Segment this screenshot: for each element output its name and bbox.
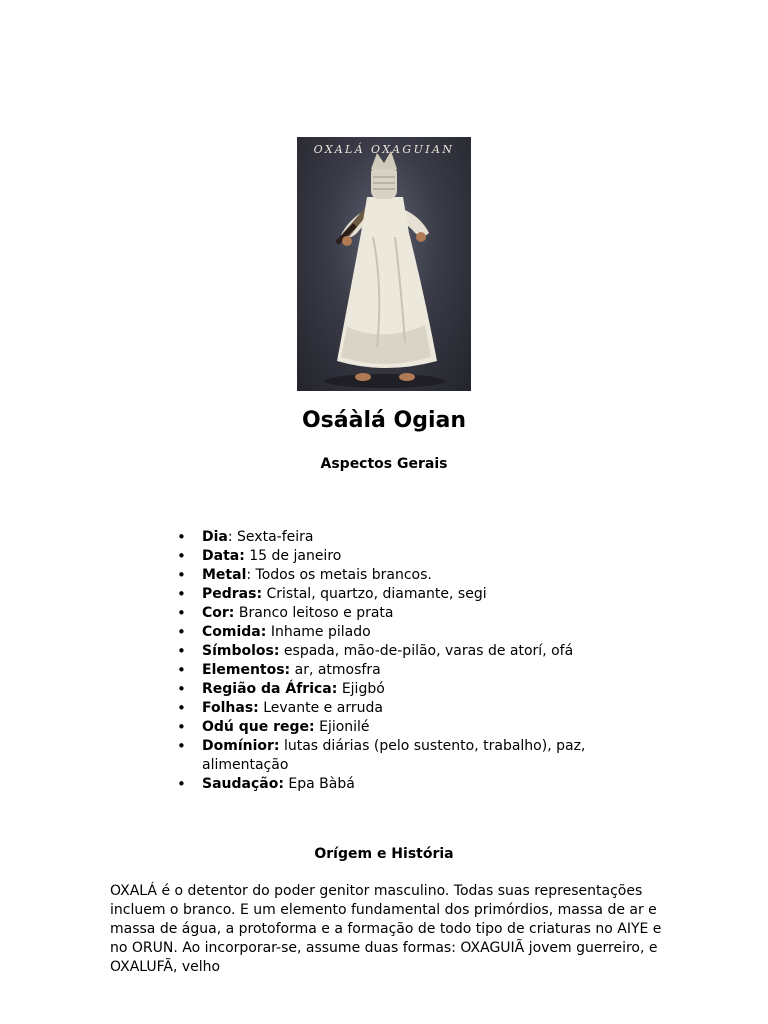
item-value: 15 de janeiro (249, 548, 342, 564)
section-title: Orígem e História (314, 846, 454, 862)
item-value: lutas diárias (pelo sustento, trabalho), paz, alimentação (202, 738, 586, 773)
item-value: Todos os metais brancos. (255, 567, 432, 583)
list-item (177, 585, 647, 604)
item-label: Elementos: (202, 662, 291, 678)
item-value: Ejionilé (319, 719, 370, 735)
item-value: Epa Bàbá (288, 776, 355, 792)
item-label: Cor: (202, 605, 235, 621)
list-item (177, 661, 647, 680)
item-label: Comida: (202, 624, 267, 640)
item-value: Branco leitoso e prata (238, 605, 394, 621)
page-title: Osáàlá Ogian (301, 408, 467, 433)
item-value: ar, atmosfra (294, 662, 381, 678)
list-item (177, 680, 647, 699)
item-value: Sexta-feira (237, 529, 314, 545)
item-value: espada, mão-de-pilão, varas de atorí, ofá (283, 643, 574, 659)
list-item (177, 642, 647, 661)
orixa-photo (297, 137, 471, 391)
list-item (177, 775, 647, 794)
item-value: Levante e arruda (263, 700, 383, 716)
body-paragraph: OXALÁ é o detentor do poder genitor masculino. Todas suas representações incluem o branco. E um elemento fundamental dos primórdios, massa de ar e massa de água, a protoforma e a formação de todo tipo de criaturas no AIYE e no ORUN. Ao incorporar-se, assume duas formas: OXAGUIÃ jovem guerreiro, e OXALUFÃ, velho (110, 883, 662, 975)
item-value: Cristal, quartzo, diamante, segi (266, 586, 487, 602)
item-label: Símbolos: (202, 643, 280, 659)
list-item (177, 737, 647, 775)
item-label: Região da África: (202, 681, 338, 697)
orixa-figure-photo-icon (297, 137, 471, 391)
item-label: Dia (202, 529, 228, 545)
item-label: Pedras: (202, 586, 263, 602)
item-label: Data: (202, 548, 245, 564)
list-item: • Metal: Todos os metais brancos. (177, 566, 647, 585)
aspects-list (177, 528, 647, 794)
list-item: • Dia: Sexta-feira (177, 528, 647, 547)
list-item (177, 699, 647, 718)
list-item (177, 623, 647, 642)
list-item (177, 718, 647, 737)
list-item (177, 547, 647, 566)
item-value: Inhame pilado (270, 624, 371, 640)
item-value: Ejigbó (341, 681, 385, 697)
item-label: Domínior: (202, 738, 280, 754)
item-label: Metal (202, 567, 247, 583)
list-item (177, 604, 647, 623)
image-caption: OXALÁ OXAGUIAN (313, 143, 455, 156)
item-label: Odú que rege: (202, 719, 315, 735)
section-subtitle: Aspectos Gerais (320, 456, 448, 472)
item-label: Folhas: (202, 700, 259, 716)
item-label: Saudação: (202, 776, 284, 792)
